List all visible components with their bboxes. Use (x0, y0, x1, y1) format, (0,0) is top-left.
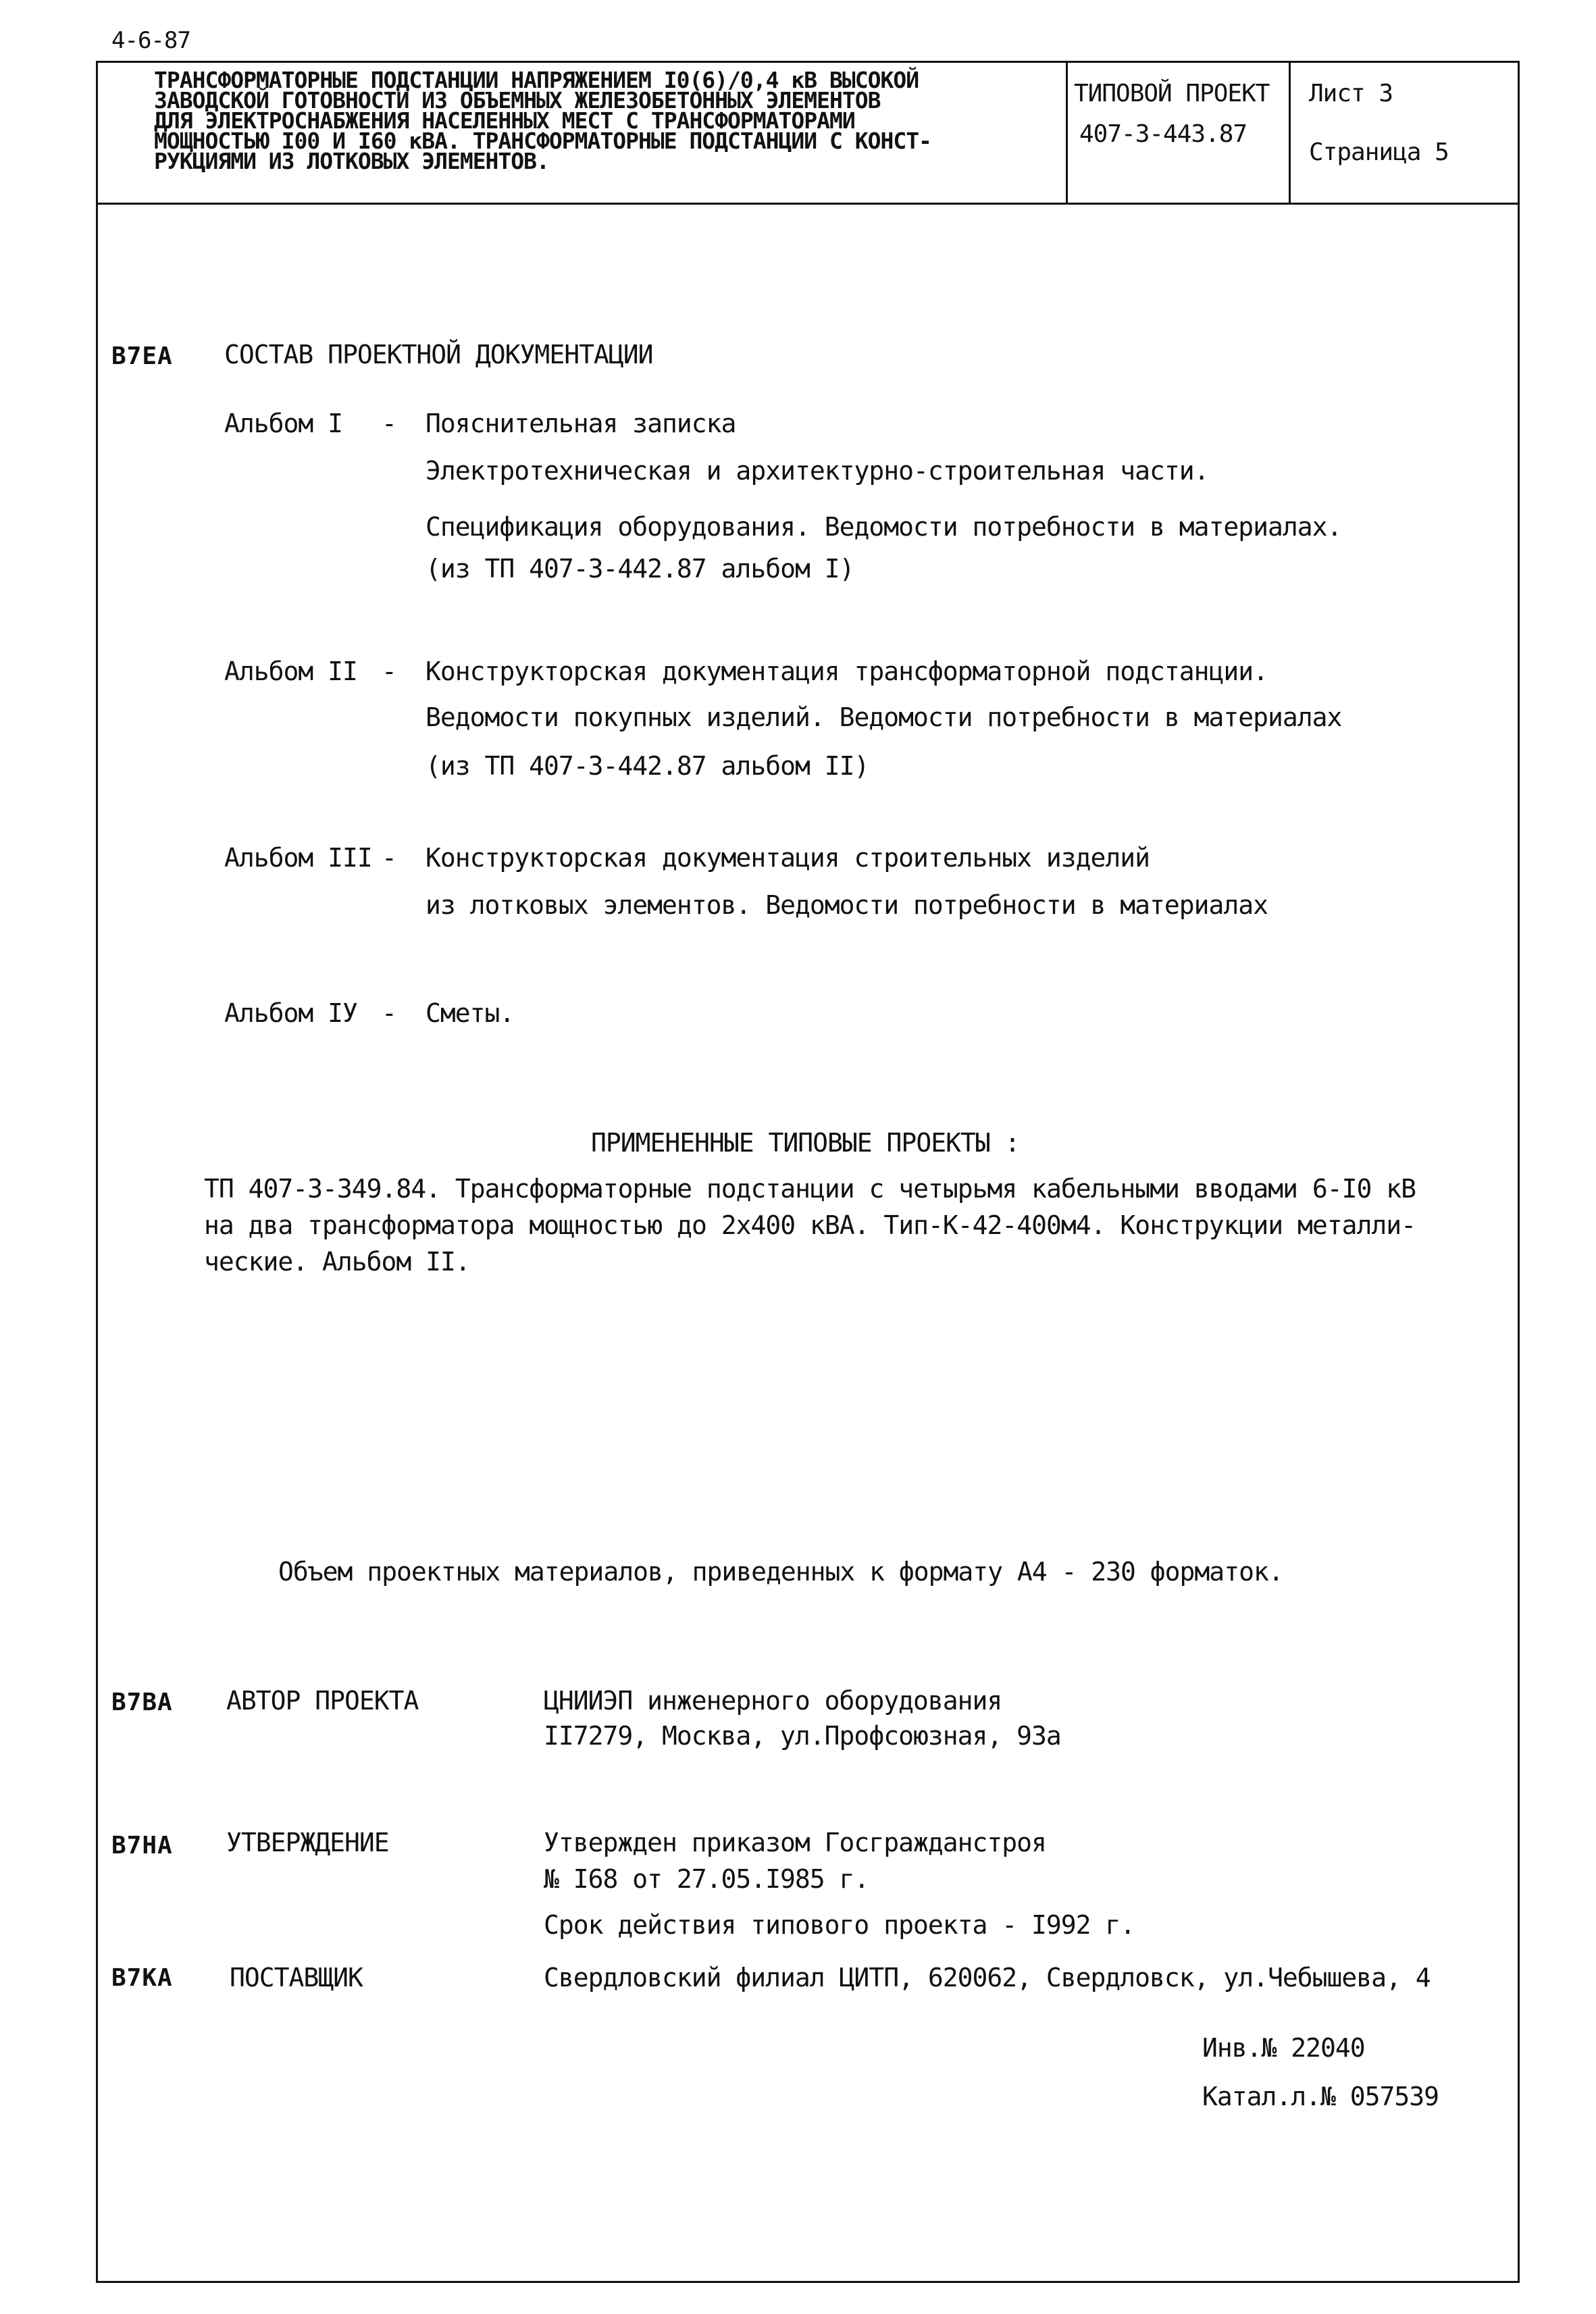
album-line: Конструкторская документация трансформаторной подстанции. (426, 657, 1268, 686)
album-line: Конструкторская документация строительных изделий (426, 843, 1150, 873)
album-label: Альбом II (224, 657, 357, 686)
author-label: АВТОР ПРОЕКТА (226, 1686, 419, 1716)
approval-label: УТВЕРЖДЕНИЕ (226, 1828, 389, 1857)
section-title: СОСТАВ ПРОЕКТНОЙ ДОКУМЕНТАЦИИ (224, 340, 653, 369)
header-title-line: МОЩНОСТЬЮ I00 И I60 кВА. ТРАНСФОРМАТОРНЫЕ ПОДСТАНЦИИ С КОНСТ- (154, 128, 931, 154)
header-title-line: РУКЦИЯМИ ИЗ ЛОТКОВЫХ ЭЛЕМЕНТОВ. (154, 148, 549, 174)
page-frame (96, 61, 1520, 2283)
approval-line: № I68 от 27.05.I985 г. (544, 1864, 869, 1894)
supplier-label: ПОСТАВЩИК (230, 1963, 363, 1992)
album-label: Альбом IУ (224, 998, 357, 1028)
album-dash: - (382, 657, 396, 686)
album-line: из лотковых элементов. Ведомости потребности в материалах (426, 890, 1268, 920)
album-dash: - (382, 998, 396, 1028)
approval-code: B7HA (111, 1832, 173, 1859)
author-line: II7279, Москва, ул.Профсоюзная, 93а (544, 1721, 1061, 1751)
applied-projects-line: ТП 407-3-349.84. Трансформаторные подстанции с четырьмя кабельными вводами 6-I0 кВ (204, 1174, 1416, 1204)
volume-statement: Объем проектных материалов, приведенных к формату А4 - 230 форматок. (278, 1557, 1283, 1587)
supplier-line: Свердловский филиал ЦИТП, 620062, Свердловск, ул.Чебышева, 4 (544, 1963, 1431, 1992)
author-line: ЦНИИЭП инженерного оборудования (544, 1686, 1002, 1716)
project-number: 407-3-443.87 (1079, 120, 1247, 148)
album-label: Альбом III (224, 843, 372, 873)
album-line: Пояснительная записка (426, 409, 736, 438)
header-title-line: ТРАНСФОРМАТОРНЫЕ ПОДСТАНЦИИ НАПРЯЖЕНИЕМ I0(6)/0,4 кВ ВЫСОКОЙ (154, 67, 919, 93)
album-dash: - (382, 843, 396, 873)
album-label: Альбом I (224, 409, 343, 438)
album-line: (из ТП 407-3-442.87 альбом II) (426, 751, 869, 781)
album-line: (из ТП 407-3-442.87 альбом I) (426, 554, 854, 584)
section-code: B7EA (111, 342, 173, 370)
header-column-divider (1289, 61, 1291, 205)
applied-projects-line: ческие. Альбом II. (204, 1247, 470, 1277)
header-divider (96, 203, 1520, 205)
project-label: ТИПОВОЙ ПРОЕКТ (1074, 80, 1270, 107)
header-column-divider (1066, 61, 1068, 205)
page-number: Страница 5 (1309, 138, 1449, 166)
applied-projects-line: на два трансформатора мощностью до 2х400 кВА. Тип-К-42-400м4. Конструкции металли- (204, 1210, 1416, 1240)
inventory-number: Инв.№ 22040 (1202, 2033, 1365, 2063)
approval-line: Срок действия типового проекта - I992 г. (544, 1910, 1135, 1940)
approval-line: Утвержден приказом Госгражданстроя (544, 1828, 1046, 1857)
header-title-line: ЗАВОДСКОЙ ГОТОВНОСТИ ИЗ ОБЪЕМНЫХ ЖЕЛЕЗОБЕТОННЫХ ЭЛЕМЕНТОВ (154, 87, 881, 113)
album-line: Сметы. (426, 998, 515, 1028)
sheet-number: Лист 3 (1309, 80, 1393, 107)
supplier-code: B7KA (111, 1964, 173, 1992)
album-line: Электротехническая и архитектурно-строительная части. (426, 456, 1209, 486)
applied-projects-heading: ПРИМЕНЕННЫЕ ТИПОВЫЕ ПРОЕКТЫ : (591, 1128, 1020, 1158)
author-code: B7BA (111, 1689, 173, 1716)
album-line: Спецификация оборудования. Ведомости потребности в материалах. (426, 512, 1342, 542)
album-dash: - (382, 409, 396, 438)
album-line: Ведомости покупных изделий. Ведомости потребности в материалах (426, 702, 1342, 732)
catalog-number: Катал.л.№ 057539 (1202, 2082, 1439, 2111)
header-title-line: ДЛЯ ЭЛЕКТРОСНАБЖЕНИЯ НАСЕЛЕННЫХ МЕСТ С ТРАНСФОРМАТОРАМИ (154, 107, 855, 134)
document-code: 4-6-87 (111, 27, 190, 54)
